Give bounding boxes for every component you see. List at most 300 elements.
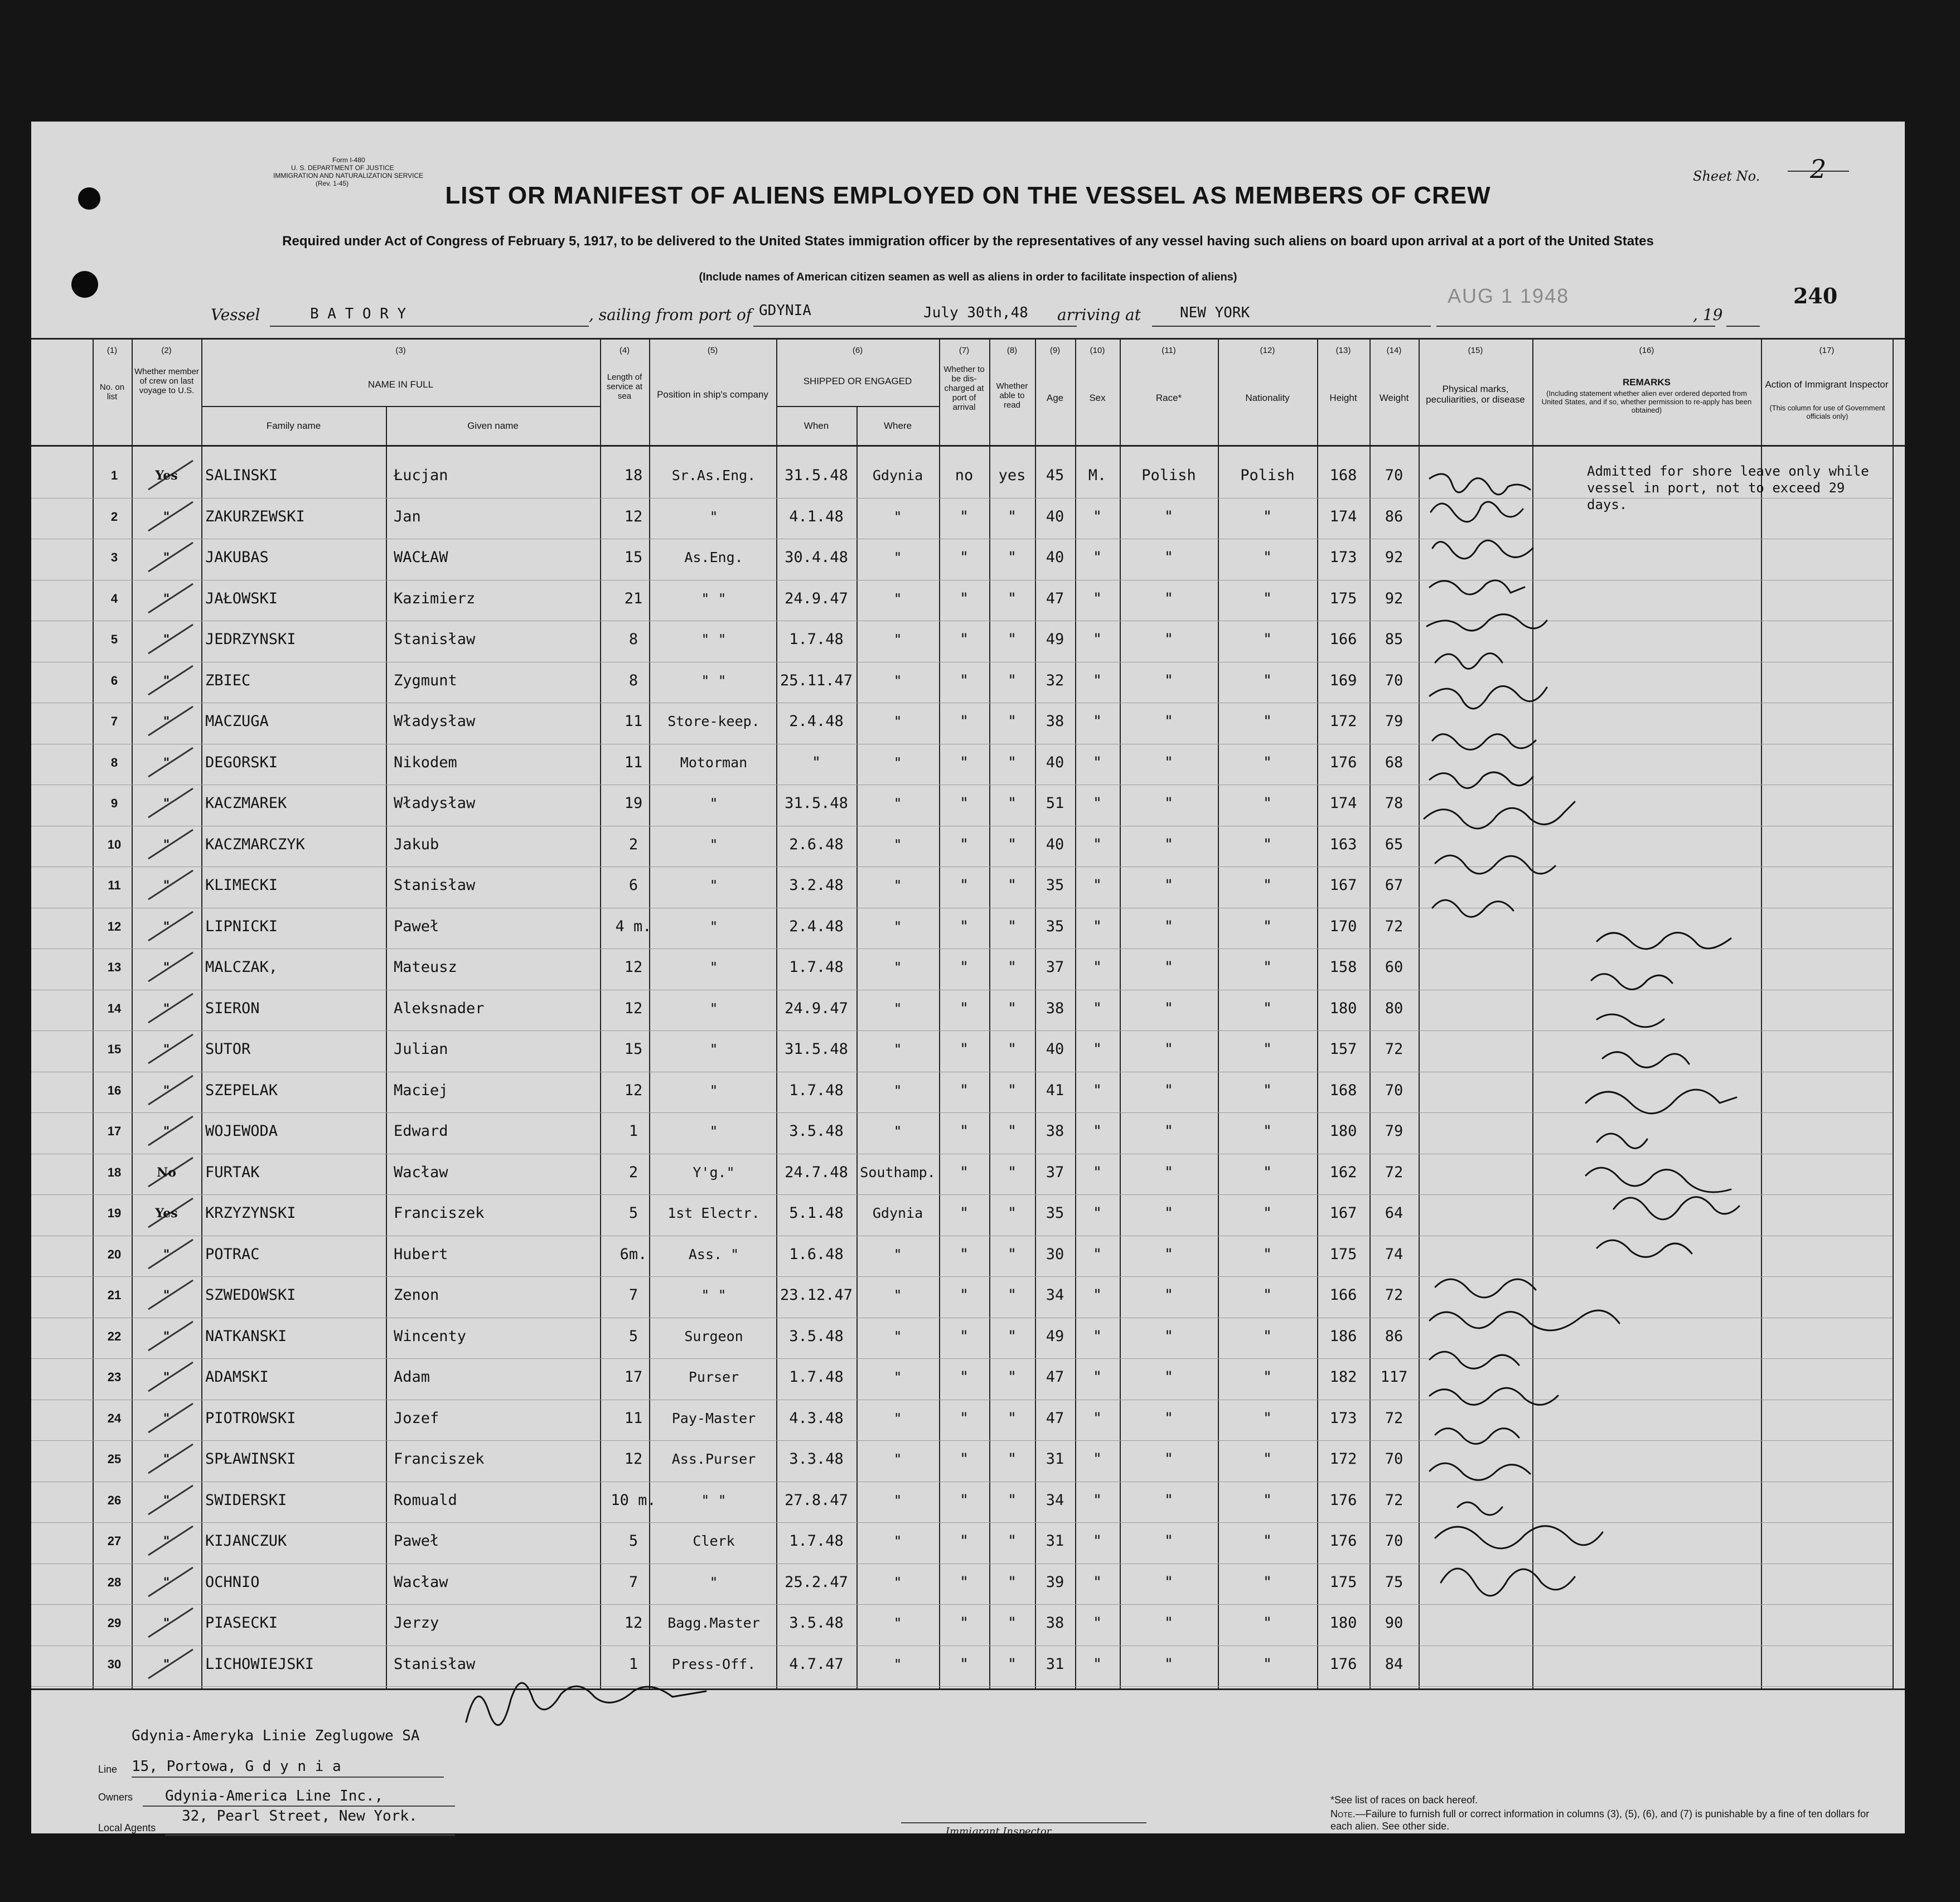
cell-where: "	[893, 1451, 902, 1467]
row-number: 9	[110, 796, 118, 810]
cell-weight: 72	[1385, 1409, 1404, 1427]
cell-position: Motorman	[680, 754, 748, 771]
form-number: Form I-480	[332, 156, 365, 164]
vessel-underline	[270, 326, 589, 327]
row-number: 21	[107, 1288, 122, 1302]
cell-given: Nikodem	[394, 753, 457, 771]
row-number: 24	[107, 1411, 122, 1425]
cell-where: "	[893, 1041, 902, 1057]
cell-sex: "	[1092, 1163, 1102, 1181]
cell-height: 174	[1329, 507, 1357, 525]
hdr-when: When	[804, 420, 829, 431]
cell-nationality: "	[1262, 1163, 1272, 1181]
cell-read: "	[1007, 1122, 1017, 1140]
cell-height: 163	[1329, 835, 1357, 853]
cell-read: "	[1007, 549, 1017, 566]
cell-service: 11	[624, 753, 643, 771]
table-top-rule	[31, 338, 1905, 340]
col-num-6: (6)	[852, 346, 863, 355]
cell-when: 3.5.48	[789, 1122, 844, 1140]
cell-crew: "	[163, 632, 170, 647]
cell-given: Franciszek	[394, 1204, 485, 1222]
cell-discharged: "	[959, 835, 969, 853]
cell-read: "	[1007, 1532, 1017, 1550]
cell-nationality: "	[1262, 1081, 1272, 1099]
cell-height: 176	[1329, 1655, 1357, 1673]
cell-service: 5	[628, 1532, 638, 1550]
cell-family: ZBIEC	[205, 671, 251, 689]
hdr-age: Age	[1046, 393, 1064, 403]
cell-weight: 64	[1385, 1204, 1404, 1222]
cell-age: 37	[1046, 959, 1064, 976]
cell-position: Surgeon	[684, 1328, 743, 1344]
form-revision: (Rev. 1-45)	[316, 180, 349, 187]
note-text: —Failure to furnish full or correct information in columns (3), (5), (6), and (7) is punishable by a fine of ten dollars for each alien. See other side.	[1330, 1808, 1870, 1832]
cell-family: FURTAK	[205, 1163, 260, 1181]
col-rule-3b	[386, 406, 387, 1690]
hdr-family-name: Family name	[266, 420, 321, 431]
hdr-no-on-list: No. on list	[99, 383, 125, 401]
cell-nationality: "	[1262, 1204, 1272, 1222]
cell-age: 34	[1046, 1491, 1064, 1509]
cell-where: "	[893, 754, 902, 771]
note-label: Note.	[1330, 1808, 1356, 1819]
row-number: 18	[107, 1165, 122, 1179]
cell-given: Łucjan	[394, 467, 448, 484]
cell-service: 15	[624, 549, 643, 566]
cell-race: "	[1164, 1122, 1174, 1140]
cell-family: DEGORSKI	[205, 753, 278, 771]
cell-position: "	[709, 959, 718, 975]
owners-address: 32, Pearl Street, New York.	[182, 1808, 418, 1824]
cell-read: "	[1007, 1081, 1017, 1099]
cell-given: Jakub	[394, 835, 439, 853]
cell-read: "	[1007, 999, 1017, 1017]
col-num-11: (11)	[1162, 346, 1176, 355]
cell-sex: "	[1092, 877, 1102, 894]
cell-service: 6	[628, 877, 638, 894]
cell-where: "	[893, 1287, 902, 1303]
cell-weight: 72	[1385, 1491, 1404, 1509]
cell-race: "	[1164, 959, 1174, 976]
arrival-underline	[1152, 326, 1431, 327]
cell-age: 39	[1046, 1573, 1064, 1591]
cell-height: 174	[1329, 795, 1357, 812]
cell-read: "	[1007, 1245, 1017, 1263]
cell-where: "	[893, 508, 902, 525]
cell-read: "	[1007, 507, 1017, 525]
cell-when: 25.11.47	[780, 671, 853, 689]
col-rule-1	[93, 338, 94, 1690]
cell-position: " "	[701, 672, 727, 689]
cell-crew: "	[163, 714, 170, 729]
cell-when: 2.4.48	[789, 917, 844, 935]
cell-height: 173	[1329, 1409, 1357, 1427]
cell-height: 186	[1329, 1327, 1357, 1345]
cell-race: "	[1164, 1040, 1174, 1058]
cell-given: Stanisław	[394, 1655, 476, 1673]
cell-crew: "	[163, 919, 170, 934]
row-number: 23	[107, 1370, 122, 1384]
cell-family: POTRAC	[205, 1245, 260, 1263]
cell-age: 47	[1046, 1409, 1064, 1427]
cell-position: " "	[701, 631, 727, 647]
cell-service: 8	[628, 671, 638, 689]
col-num-3: (3)	[395, 346, 406, 355]
row-number: 25	[107, 1452, 122, 1466]
row-number: 14	[107, 1001, 122, 1015]
cell-service: 5	[628, 1204, 638, 1222]
arriving-label: arriving at	[1057, 306, 1141, 324]
col-num-1: (1)	[107, 346, 118, 355]
col-num-15: (15)	[1468, 346, 1483, 355]
cell-service: 21	[624, 589, 643, 607]
cell-where: "	[893, 1574, 902, 1590]
cell-race: "	[1164, 1450, 1174, 1468]
cell-where: "	[893, 672, 902, 689]
col-num-2: (2)	[161, 346, 172, 355]
cell-sex: "	[1092, 1122, 1102, 1140]
col-num-7: (7)	[959, 346, 970, 355]
hdr-inspector-note: (This column for use of Government officials only)	[1769, 404, 1885, 420]
cell-given: Władysław	[394, 795, 476, 812]
cell-crew: "	[163, 1616, 170, 1630]
cell-position: 1st Electr.	[667, 1205, 760, 1221]
cell-race: "	[1164, 835, 1174, 853]
cell-where: "	[893, 836, 902, 853]
cell-family: SWIDERSKI	[205, 1491, 287, 1509]
cell-weight: 79	[1385, 1122, 1404, 1140]
cell-when: "	[811, 753, 821, 771]
cell-nationality: "	[1262, 1614, 1272, 1632]
page-number: 240	[1793, 283, 1838, 308]
cell-nationality: "	[1262, 1245, 1272, 1263]
cell-crew: "	[163, 1247, 170, 1262]
hdr-shipped-engaged: SHIPPED OR ENGAGED	[803, 376, 912, 386]
year-underline	[1726, 326, 1760, 327]
cell-race: "	[1164, 589, 1174, 607]
cell-family: JEDRZYNSKI	[205, 631, 296, 648]
cell-age: 40	[1046, 835, 1064, 853]
cell-sex: "	[1092, 1327, 1102, 1345]
cell-given: Mateusz	[394, 959, 457, 976]
cell-given: Wacław	[394, 1163, 448, 1181]
cell-when: 4.7.47	[789, 1655, 844, 1673]
cell-where: "	[893, 918, 902, 935]
cell-where: "	[893, 713, 902, 729]
cell-when: 3.2.48	[789, 877, 844, 894]
cell-height: 176	[1329, 753, 1357, 771]
cell-service: 8	[628, 631, 638, 648]
cell-nationality: "	[1262, 507, 1272, 525]
cell-discharged: "	[959, 1614, 969, 1632]
cell-position: "	[709, 1000, 718, 1017]
cell-weight: 75	[1385, 1573, 1404, 1591]
cell-position: Purser	[688, 1369, 739, 1385]
cell-height: 162	[1329, 1163, 1357, 1181]
cell-given: Stanisław	[394, 877, 476, 894]
cell-race: "	[1164, 1614, 1174, 1632]
cell-when: 24.9.47	[785, 999, 848, 1017]
row-number: 28	[107, 1575, 122, 1589]
cell-family: OCHNIO	[205, 1573, 260, 1591]
cell-where: "	[893, 1123, 902, 1139]
hdr-name-in-full: NAME IN FULL	[367, 379, 434, 390]
cell-position: "	[709, 836, 718, 853]
cell-weight: 68	[1385, 753, 1404, 771]
cell-weight: 72	[1385, 917, 1404, 935]
cell-race: "	[1164, 1655, 1174, 1673]
cell-when: 1.7.48	[789, 959, 844, 976]
cell-given: Hubert	[394, 1245, 448, 1263]
cell-where: Gdynia	[872, 1205, 923, 1221]
cell-family: SUTOR	[205, 1040, 251, 1058]
cell-service: 12	[624, 1081, 643, 1099]
cell-given: Paweł	[394, 1532, 439, 1550]
hdr-weight: Weight	[1379, 393, 1409, 403]
cell-nationality: "	[1262, 877, 1272, 894]
cell-position: " "	[701, 1492, 727, 1508]
cell-race: "	[1164, 753, 1174, 771]
cell-height: 180	[1329, 1122, 1357, 1140]
cell-weight: 84	[1385, 1655, 1404, 1673]
cell-read: "	[1007, 917, 1017, 935]
cell-nationality: "	[1262, 1327, 1272, 1345]
cell-read: "	[1007, 959, 1017, 976]
cell-read: "	[1007, 1655, 1017, 1673]
row-number: 8	[110, 755, 118, 769]
cell-when: 1.6.48	[789, 1245, 844, 1263]
cell-position: "	[709, 1041, 718, 1057]
cell-service: 7	[628, 1286, 638, 1304]
hdr-nationality: Nationality	[1245, 393, 1290, 403]
cell-when: 4.3.48	[789, 1409, 844, 1427]
cell-age: 31	[1046, 1655, 1064, 1673]
cell-when: 1.7.48	[789, 1532, 844, 1550]
cell-discharged: "	[959, 589, 969, 607]
cell-nationality: "	[1262, 1122, 1272, 1140]
cell-read: "	[1007, 1204, 1017, 1222]
cell-where: "	[893, 1328, 902, 1344]
cell-discharged: "	[959, 1409, 969, 1427]
cell-sex: "	[1092, 1573, 1102, 1591]
cell-when: 3.3.48	[789, 1450, 844, 1468]
cell-where: "	[893, 795, 902, 811]
cell-height: 173	[1329, 549, 1357, 566]
cell-nationality: "	[1262, 959, 1272, 976]
cell-where: "	[893, 877, 902, 893]
cell-read: "	[1007, 1040, 1017, 1058]
cell-age: 32	[1046, 671, 1064, 689]
cell-read: "	[1007, 671, 1017, 689]
cell-age: 40	[1046, 507, 1064, 525]
cell-discharged: "	[959, 917, 969, 935]
cell-weight: 60	[1385, 959, 1404, 976]
row-number: 17	[107, 1124, 122, 1138]
row-number: 1	[110, 468, 118, 482]
cell-height: 180	[1329, 1614, 1357, 1632]
cell-sex: "	[1092, 1409, 1102, 1427]
cell-discharged: "	[959, 1491, 969, 1509]
cell-discharged: "	[959, 1573, 969, 1591]
cell-service: 12	[624, 959, 643, 976]
cell-height: 170	[1329, 917, 1357, 935]
cell-where: "	[893, 1656, 902, 1672]
hdr-crew-last-voyage: Whether member of crew on last voyage to U.S.	[134, 367, 199, 395]
hdr-position: Position in ship's company	[657, 389, 768, 400]
cell-read: "	[1007, 1286, 1017, 1304]
cell-where: Gdynia	[872, 467, 923, 483]
cell-sex: "	[1092, 1614, 1102, 1632]
cell-service: 1	[628, 1122, 638, 1140]
cell-crew: "	[163, 960, 170, 975]
cell-height: 157	[1329, 1040, 1357, 1058]
cell-crew: "	[163, 1411, 170, 1426]
hdr-physical-marks: Physical marks, peculiarities, or disease	[1426, 384, 1525, 405]
cell-weight: 117	[1380, 1368, 1408, 1386]
row-number: 5	[110, 632, 118, 646]
cell-weight: 86	[1385, 507, 1404, 525]
cell-when: 2.6.48	[789, 835, 844, 853]
cell-weight: 72	[1385, 1163, 1404, 1181]
cell-weight: 70	[1385, 1450, 1404, 1468]
cell-sex: "	[1092, 507, 1102, 525]
line-label: Line	[98, 1764, 118, 1775]
manifest-note: (Include names of American citizen seamen as well as aliens in order to facilitate inspection of aliens)	[699, 271, 1237, 283]
cell-read: "	[1007, 1491, 1017, 1509]
cell-race: "	[1164, 1409, 1174, 1427]
cell-service: 17	[624, 1368, 643, 1386]
cell-discharged: "	[959, 549, 969, 566]
cell-race: "	[1164, 1491, 1174, 1509]
hdr-length-service: Length of service at sea	[606, 372, 643, 401]
cell-race: "	[1164, 1286, 1174, 1304]
cell-crew: "	[163, 1001, 170, 1016]
cell-nationality: "	[1262, 1368, 1272, 1386]
cell-weight: 72	[1385, 1040, 1404, 1058]
cell-service: 2	[628, 1163, 638, 1181]
cell-sex: "	[1092, 1245, 1102, 1263]
cell-discharged: "	[959, 877, 969, 894]
cell-discharged: "	[959, 1327, 969, 1345]
cell-sex: "	[1092, 795, 1102, 812]
cell-age: 40	[1046, 1040, 1064, 1058]
cell-height: 176	[1329, 1491, 1357, 1509]
cell-nationality: "	[1262, 795, 1272, 812]
hdr-sex: Sex	[1089, 393, 1106, 403]
cell-nationality: "	[1262, 1040, 1272, 1058]
cell-age: 40	[1046, 753, 1064, 771]
cell-family: MALCZAK,	[205, 959, 278, 976]
cell-given: Jerzy	[394, 1614, 439, 1632]
cell-crew: "	[163, 878, 170, 893]
cell-where: "	[893, 1533, 902, 1549]
cell-weight: 70	[1385, 467, 1404, 484]
cell-position: " "	[701, 590, 727, 607]
cell-nationality: "	[1262, 1532, 1272, 1550]
cell-when: 27.8.47	[785, 1491, 848, 1509]
cell-race: "	[1164, 1204, 1174, 1222]
owners-label: Owners	[98, 1792, 133, 1803]
cell-where: "	[893, 1246, 902, 1262]
cell-weight: 86	[1385, 1327, 1404, 1345]
cell-age: 37	[1046, 1163, 1064, 1181]
cell-read: "	[1007, 753, 1017, 771]
cell-given: Maciej	[394, 1081, 448, 1099]
cell-given: Adam	[394, 1368, 430, 1386]
cell-given: Aleksnader	[394, 999, 485, 1017]
cell-nationality: "	[1262, 1655, 1272, 1673]
cell-crew: "	[163, 1083, 170, 1098]
hdr-given-name: Given name	[467, 420, 519, 431]
inspector-signature	[455, 1666, 745, 1744]
cell-position: Store-keep.	[667, 713, 760, 729]
cell-crew: "	[163, 673, 170, 688]
cell-discharged: "	[959, 1163, 969, 1181]
cell-race: "	[1164, 631, 1174, 648]
inspector-label: Immigrant Inspector.	[946, 1826, 1054, 1837]
hdr-inspector-action: Action of Immigrant Inspector	[1765, 379, 1889, 390]
cell-service: 5	[628, 1327, 638, 1345]
row-number: 30	[107, 1657, 122, 1671]
cell-race: "	[1164, 713, 1174, 730]
row-number: 27	[107, 1534, 122, 1548]
cell-discharged: "	[959, 1368, 969, 1386]
cell-age: 47	[1046, 589, 1064, 607]
cell-race: "	[1164, 1245, 1174, 1263]
cell-nationality: Polish	[1240, 467, 1295, 484]
cell-crew: "	[163, 591, 170, 606]
cell-age: 34	[1046, 1286, 1064, 1304]
cell-position: " "	[701, 1287, 727, 1303]
cell-nationality: "	[1262, 671, 1272, 689]
cell-crew: "	[163, 1124, 170, 1139]
cell-when: 1.7.48	[789, 631, 844, 648]
cell-crew: "	[163, 1452, 170, 1467]
cell-given: Władysław	[394, 713, 476, 730]
cell-when: 24.9.47	[785, 589, 848, 607]
row-number: 19	[107, 1206, 122, 1220]
cell-age: 51	[1046, 795, 1064, 812]
cell-crew: "	[163, 1042, 170, 1057]
cell-crew: "	[163, 1657, 170, 1672]
cell-read: "	[1007, 589, 1017, 607]
cell-family: SALINSKI	[205, 467, 278, 484]
cell-nationality: "	[1262, 549, 1272, 566]
col-num-14: (14)	[1386, 346, 1402, 355]
cell-height: 175	[1329, 1245, 1357, 1263]
cell-crew: "	[163, 755, 170, 770]
cell-nationality: "	[1262, 589, 1272, 607]
cell-crew: "	[163, 1288, 170, 1303]
cell-race: "	[1164, 549, 1174, 566]
cell-position: Ass. "	[688, 1246, 739, 1262]
cell-discharged: "	[959, 1450, 969, 1468]
sailing-label: , sailing from port of	[589, 306, 752, 324]
cell-age: 38	[1046, 1614, 1064, 1632]
binder-hole	[71, 271, 98, 298]
hdr-race: Race*	[1155, 393, 1182, 403]
cell-where: "	[893, 631, 902, 647]
cell-read: "	[1007, 1327, 1017, 1345]
cell-read: "	[1007, 877, 1017, 894]
cell-service: 12	[624, 1614, 643, 1632]
cell-family: MACZUGA	[205, 713, 269, 730]
cell-position: "	[709, 918, 718, 935]
cell-when: 24.7.48	[785, 1163, 848, 1181]
cell-family: KLIMECKI	[205, 877, 278, 894]
cell-crew: Yes	[155, 468, 178, 483]
